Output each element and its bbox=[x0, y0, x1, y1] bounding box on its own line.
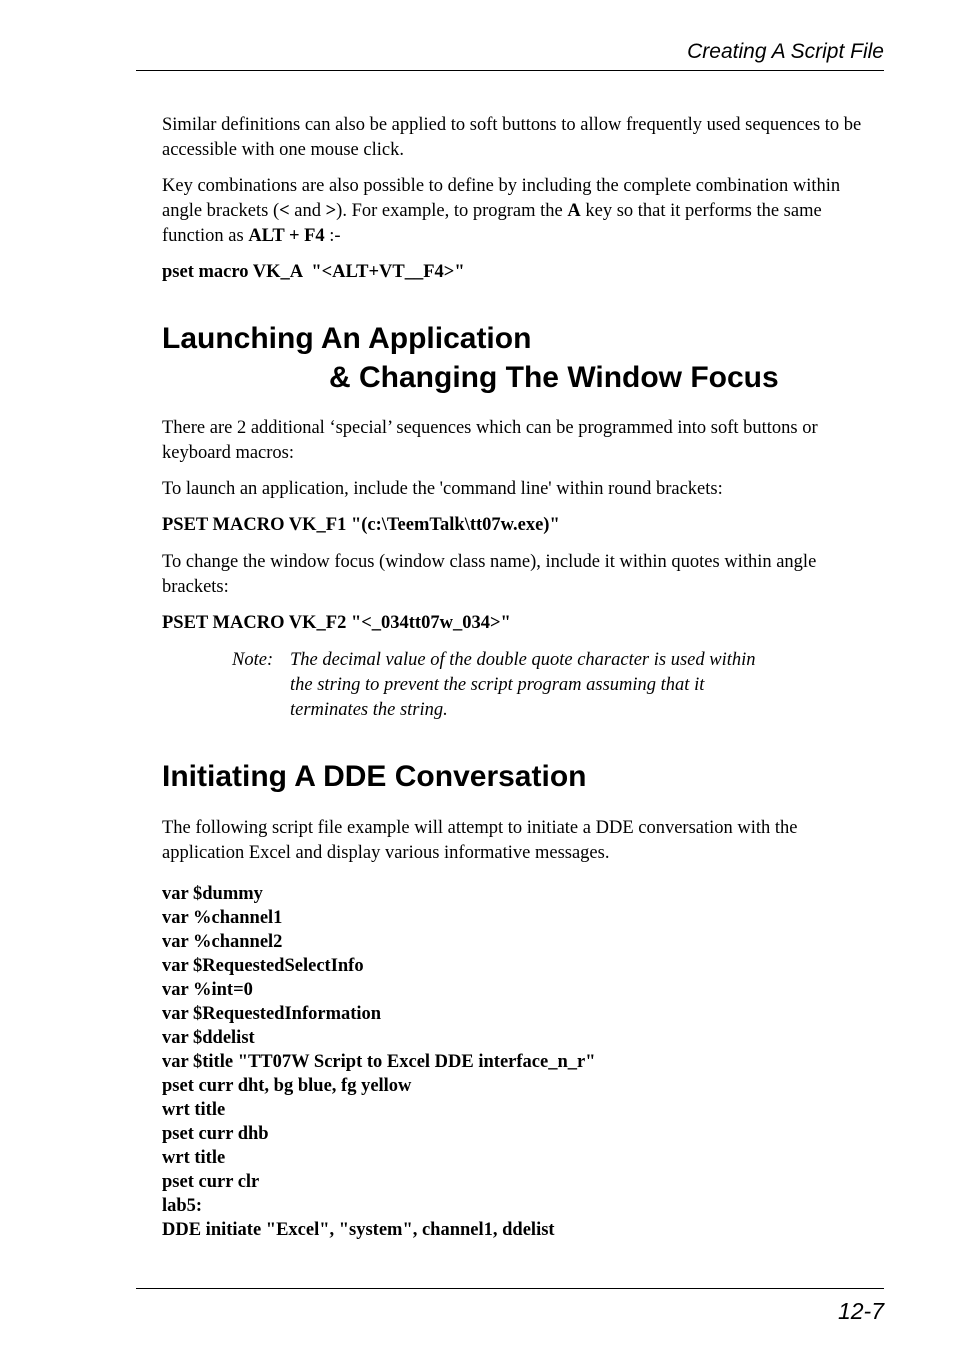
code-example-launch: PSET MACRO VK_F1 "(c:\TeemTalk\tt07w.exe)" bbox=[162, 515, 560, 535]
footer-rule bbox=[136, 1288, 884, 1289]
note-text: The decimal value of the double quote character is used within the string to prevent the script program assuming that it terminates the string. bbox=[290, 650, 756, 720]
heading-line-1: Launching An Application bbox=[162, 322, 532, 355]
note-label: Note: bbox=[232, 650, 274, 670]
code-line: var $RequestedSelectInfo bbox=[162, 956, 364, 976]
code-line: var $dummy bbox=[162, 884, 263, 904]
code-line: var $RequestedInformation bbox=[162, 1004, 382, 1024]
bold-key: A bbox=[567, 201, 581, 221]
code-example-alt-f4: pset macro VK_A "<ALT+VT__F4>" bbox=[162, 262, 465, 282]
text-run: Key combinations are also possible to define by including the complete combination within angle brackets ( bbox=[162, 176, 841, 221]
code-line: pset curr clr bbox=[162, 1172, 260, 1192]
bold-gt: > bbox=[325, 201, 337, 221]
code-line: var %channel1 bbox=[162, 908, 283, 928]
note bbox=[232, 648, 872, 723]
text-run: ). For example, to program the bbox=[336, 201, 568, 221]
code-example-focus: PSET MACRO VK_F2 "<_034tt07w_034>" bbox=[162, 613, 511, 633]
text-run: key so that it performs the same function as bbox=[162, 201, 822, 246]
header-rule bbox=[136, 70, 884, 71]
intro-paragraph-1: Similar definitions can also be applied to soft buttons to allow frequently used sequences to be accessible with one mouse click. bbox=[162, 115, 862, 160]
page-number: 12-7 bbox=[837, 1298, 884, 1324]
code-line: pset curr dht, bg blue, fg yellow bbox=[162, 1076, 412, 1096]
code-line: var $title "TT07W Script to Excel DDE interface_n_r" bbox=[162, 1052, 596, 1072]
code-line: pset curr dhb bbox=[162, 1124, 269, 1144]
code-line: var %channel2 bbox=[162, 932, 283, 952]
launch-paragraph-3: To change the window focus (window class name), include it within quotes within angle brackets: bbox=[162, 552, 817, 597]
section-heading-dde: Initiating A DDE Conversation bbox=[162, 760, 587, 793]
text-run: and bbox=[289, 201, 326, 221]
code-line: wrt title bbox=[162, 1100, 226, 1120]
running-header: Creating A Script File bbox=[687, 40, 884, 63]
section-heading-launch bbox=[162, 319, 872, 397]
page-content bbox=[162, 113, 872, 1242]
intro-paragraph-2 bbox=[162, 174, 872, 249]
launch-paragraph-1: There are 2 additional ‘special’ sequences which can be programmed into soft buttons or keyboard macros: bbox=[162, 418, 818, 463]
launch-paragraph-2: To launch an application, include the 'command line' within round brackets: bbox=[162, 479, 723, 499]
bold-lt: < bbox=[279, 201, 290, 221]
code-line: DDE initiate "Excel", "system", channel1, ddelist bbox=[162, 1220, 555, 1240]
code-line: var $ddelist bbox=[162, 1028, 255, 1048]
dde-paragraph-1: The following script file example will attempt to initiate a DDE conversation with the application Excel and display various informative messages. bbox=[162, 818, 798, 863]
code-line: wrt title bbox=[162, 1148, 226, 1168]
heading-line-2: & Changing The Window Focus bbox=[329, 361, 779, 394]
dde-script-listing bbox=[162, 882, 872, 1242]
code-line: var %int=0 bbox=[162, 980, 253, 1000]
bold-combo: ALT + F4 bbox=[248, 226, 325, 246]
text-run: :- bbox=[324, 226, 341, 246]
code-line: lab5: bbox=[162, 1196, 203, 1216]
